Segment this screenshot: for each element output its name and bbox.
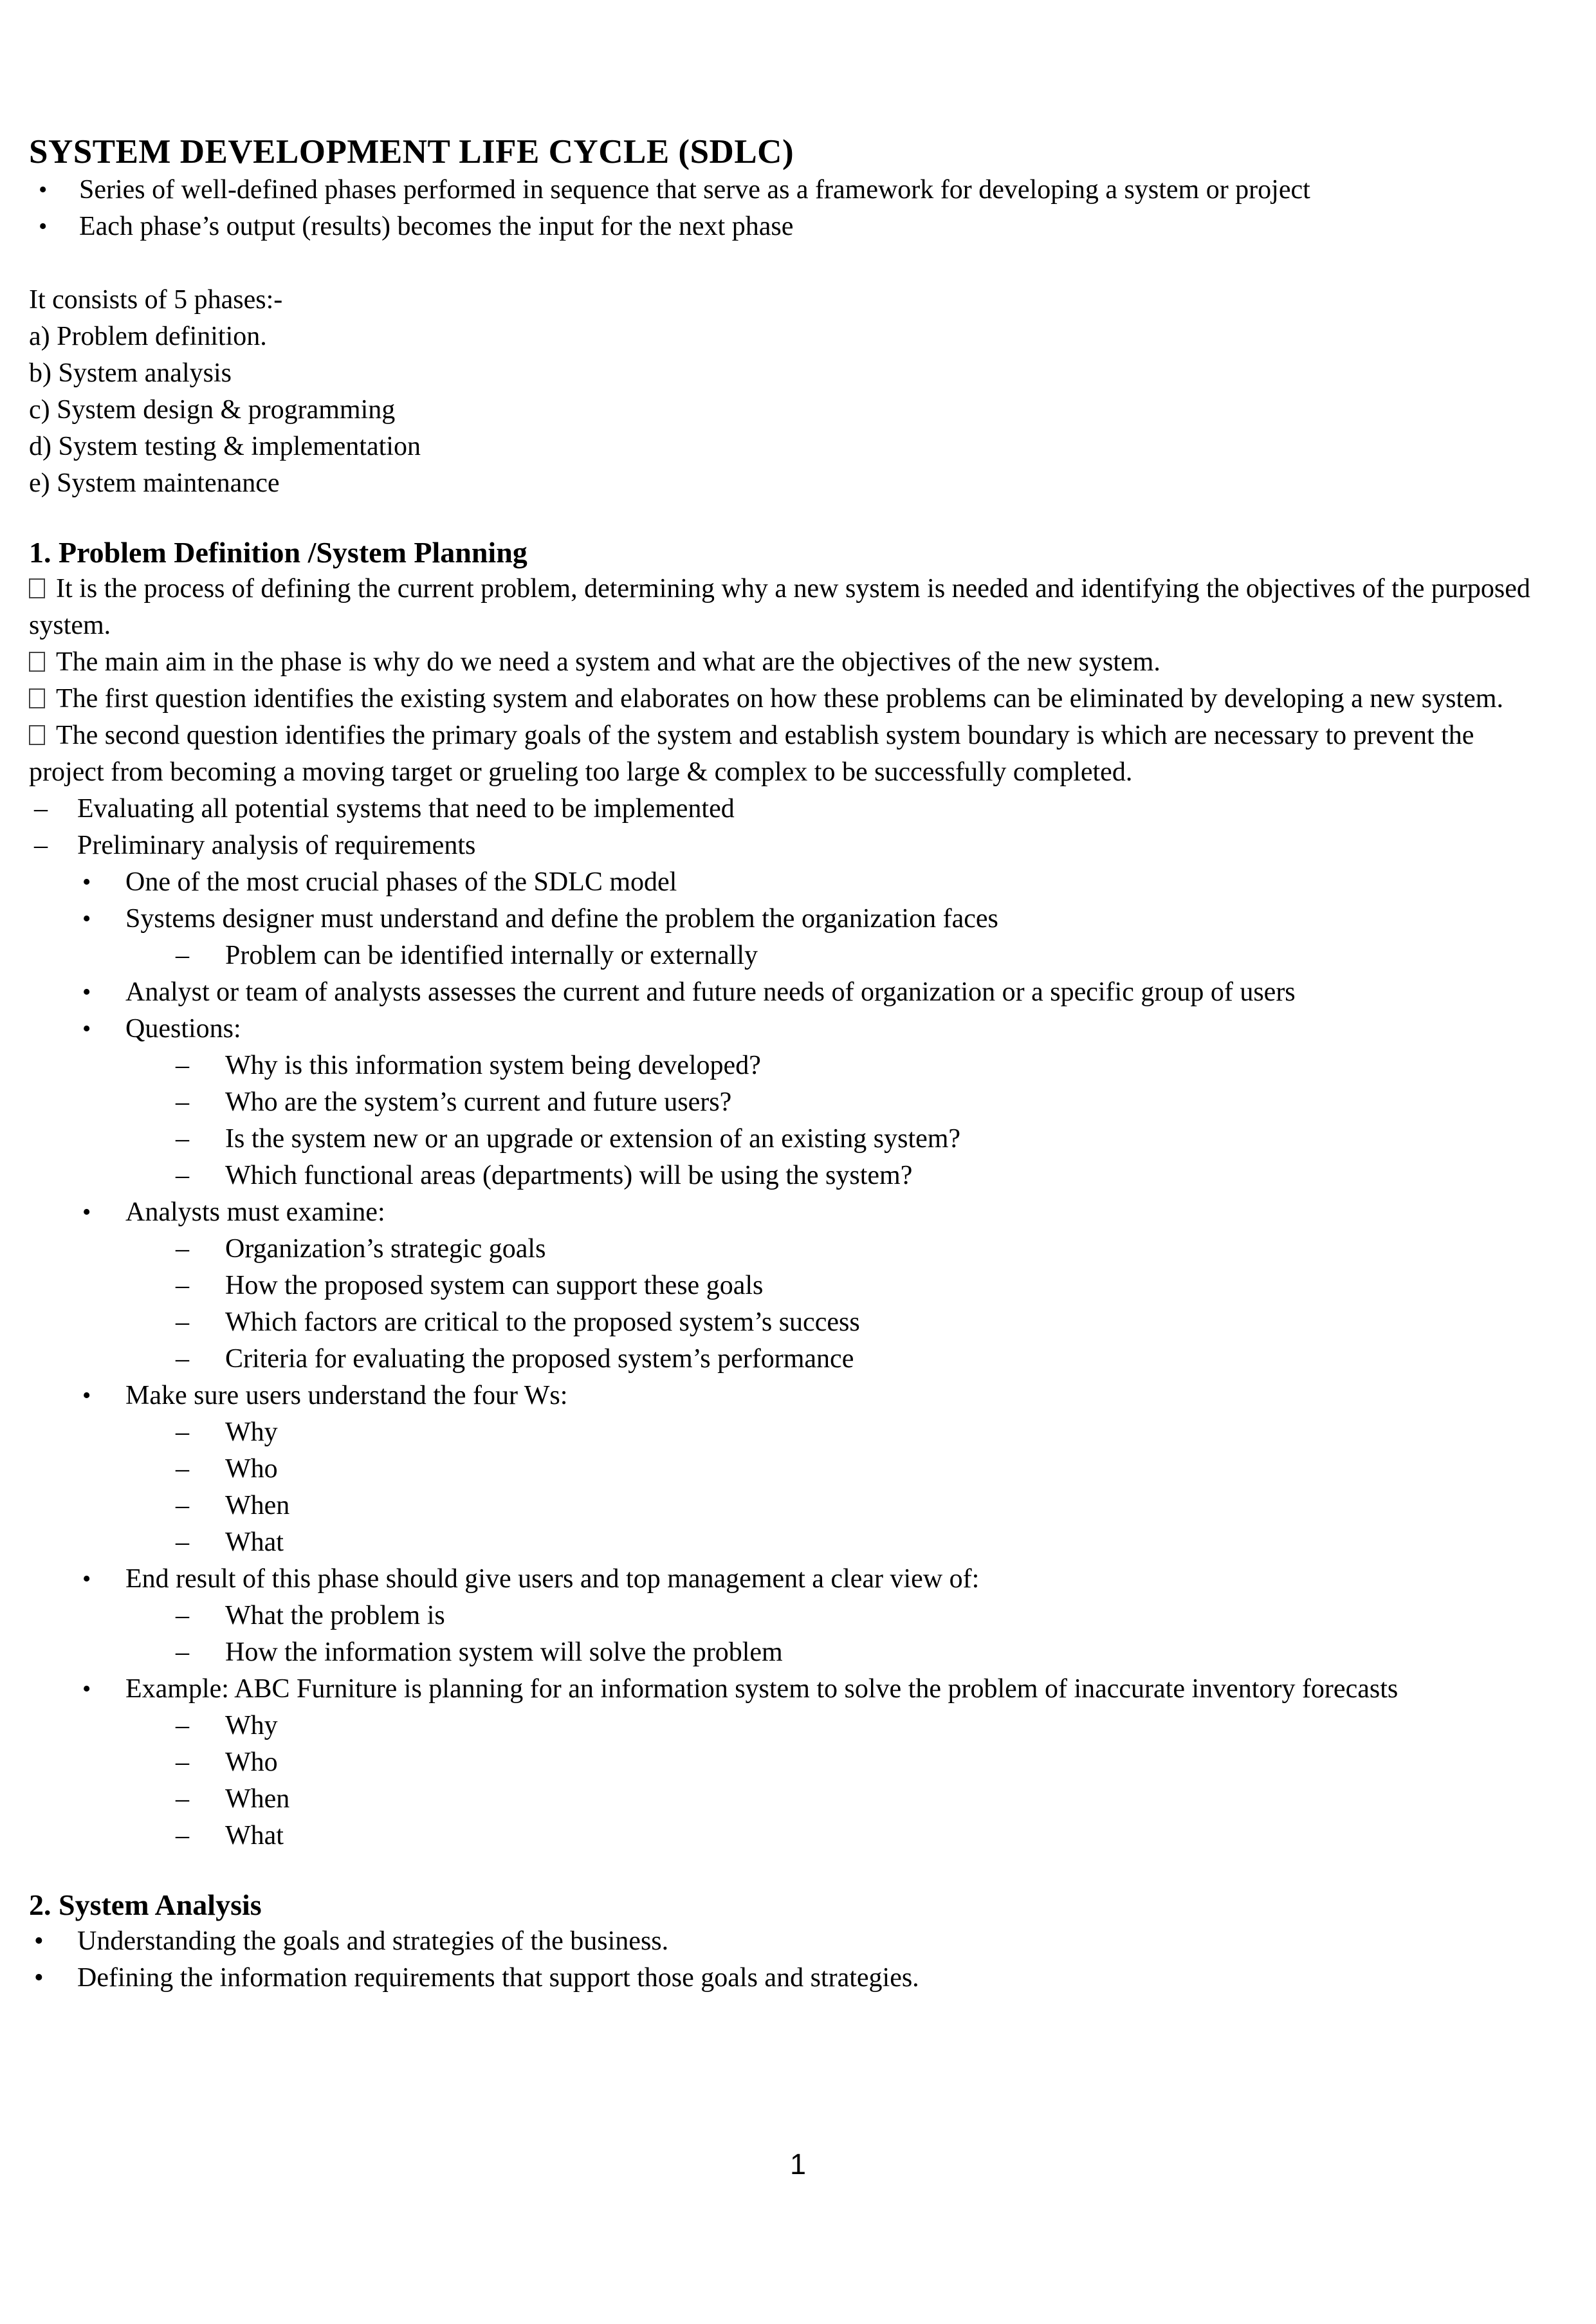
- dash-marker: –: [176, 1711, 189, 1740]
- list-item: [29, 1304, 1565, 1341]
- bullet-icon: •: [82, 1199, 91, 1226]
- list-item: [29, 1923, 1565, 1960]
- list-item-text: Who: [225, 1748, 278, 1777]
- list-item-text: Preliminary analysis of requirements: [77, 831, 476, 860]
- list-item: [29, 1598, 1565, 1634]
- checkbox-icon: [29, 652, 45, 672]
- list-item: [29, 1084, 1565, 1121]
- list-item-text: When: [225, 1784, 290, 1814]
- list-item-text: Defining the information requirements that support those goals and strategies.: [77, 1963, 919, 1993]
- list-item: [29, 1960, 1565, 1997]
- bullet-icon: •: [82, 1015, 91, 1042]
- document-title: SYSTEM DEVELOPMENT LIFE CYCLE (SDLC): [29, 133, 794, 171]
- list-item-text: What: [225, 1821, 284, 1850]
- paragraph-text: It is the process of defining the current problem, determining why a new system is needed and identifying the objectives of the purposed system.: [29, 574, 1530, 640]
- list-item: [29, 1634, 1565, 1671]
- list-item-text: Make sure users understand the four Ws:: [125, 1381, 568, 1410]
- list-item: [29, 864, 1565, 901]
- paragraph-text: The main aim in the phase is why do we need a system and what are the objectives of the new system.: [56, 647, 1160, 677]
- bullet-icon: •: [82, 1565, 91, 1592]
- dash-marker: –: [34, 794, 48, 824]
- dash-marker: –: [176, 1454, 189, 1484]
- list-item-text: When: [225, 1491, 290, 1520]
- list-item: [29, 355, 1565, 392]
- list-item-text: Why is this information system being developed?: [225, 1051, 761, 1080]
- list-item: [29, 827, 1565, 864]
- list-item-text: End result of this phase should give users and top management a clear view of:: [125, 1564, 980, 1594]
- bullet-icon: •: [34, 1963, 44, 1993]
- dash-marker: –: [176, 1821, 189, 1850]
- list-item-text: Understanding the goals and strategies of the business.: [77, 1926, 669, 1956]
- list-item-text: b) System analysis: [29, 358, 232, 388]
- dash-marker: –: [176, 1124, 189, 1154]
- section2-bullet-list: [29, 1923, 1565, 1997]
- dash-marker: –: [176, 1161, 189, 1190]
- list-item-text: a) Problem definition.: [29, 322, 267, 351]
- list-item: [29, 937, 1565, 974]
- list-item-text: Why: [225, 1711, 278, 1740]
- section2-heading: 2. System Analysis: [29, 1888, 262, 1921]
- list-item: [29, 208, 1565, 245]
- list-item-text: Series of well-defined phases performed in sequence that serve as a framework for developing a system or project: [79, 175, 1310, 205]
- list-item-text: What: [225, 1527, 284, 1557]
- dash-marker: –: [176, 1784, 189, 1814]
- list-item-text: Questions:: [125, 1014, 241, 1044]
- dash-marker: –: [34, 831, 48, 860]
- section1-heading: 1. Problem Definition /System Planning: [29, 536, 527, 569]
- list-item: [29, 1524, 1565, 1561]
- bullet-icon: •: [82, 869, 91, 896]
- bullet-icon: •: [39, 176, 48, 203]
- list-item: [29, 901, 1565, 937]
- list-item: [29, 1451, 1565, 1488]
- checkbox-paragraph: [29, 644, 1541, 681]
- paragraph-text: The second question identifies the primary goals of the system and establish system boundary is which are necessary to prevent the project from becoming a moving target or grueling too large & complex to be successfully completed.: [29, 721, 1474, 787]
- phases-intro-line: It consists of 5 phases:-: [29, 285, 283, 315]
- list-item-text: Systems designer must understand and define the problem the organization faces: [125, 904, 998, 934]
- dash-marker: –: [176, 1748, 189, 1777]
- checkbox-icon: [29, 578, 45, 598]
- dash-marker: –: [176, 1491, 189, 1520]
- list-item: [29, 1488, 1565, 1524]
- list-item: [29, 1268, 1565, 1304]
- list-item-text: Which factors are critical to the proposed system’s success: [225, 1307, 860, 1337]
- phase-list: [29, 318, 1565, 502]
- list-item-text: Why: [225, 1417, 278, 1447]
- list-item-text: Analysts must examine:: [125, 1197, 385, 1227]
- checkbox-paragraph-list: [29, 571, 1565, 791]
- checkbox-icon: [29, 725, 45, 745]
- list-item: [29, 1011, 1565, 1047]
- dash-marker: –: [176, 1344, 189, 1374]
- list-item-text: Example: ABC Furniture is planning for an information system to solve the problem of inaccurate inventory forecasts: [125, 1674, 1399, 1704]
- bullet-icon: •: [82, 905, 91, 932]
- dash-marker: –: [176, 1271, 189, 1300]
- list-item: [29, 1708, 1565, 1744]
- list-item-text: Evaluating all potential systems that need to be implemented: [77, 794, 735, 824]
- dash-marker: –: [176, 1234, 189, 1264]
- list-item: [29, 974, 1565, 1011]
- dash-marker: –: [176, 1637, 189, 1667]
- list-item-text: Is the system new or an upgrade or extension of an existing system?: [225, 1124, 961, 1154]
- checkbox-icon: [29, 688, 45, 708]
- list-item: [29, 465, 1565, 502]
- section1-bullet-list: [29, 791, 1565, 1854]
- list-item: [29, 1414, 1565, 1451]
- list-item: [29, 1378, 1565, 1414]
- list-item: [29, 1121, 1565, 1157]
- intro-bullet-list: [29, 172, 1565, 245]
- list-item: [29, 1671, 1565, 1708]
- dash-marker: –: [176, 1307, 189, 1337]
- list-item-text: d) System testing & implementation: [29, 432, 421, 461]
- list-item-text: c) System design & programming: [29, 395, 396, 425]
- dash-marker: –: [176, 1527, 189, 1557]
- list-item: [29, 1194, 1565, 1231]
- list-item: [29, 1157, 1565, 1194]
- list-item: [29, 1781, 1565, 1818]
- list-item: [29, 1231, 1565, 1268]
- list-item-text: Who are the system’s current and future users?: [225, 1087, 732, 1117]
- list-item-text: What the problem is: [225, 1601, 445, 1630]
- checkbox-paragraph: [29, 571, 1541, 644]
- list-item-text: How the information system will solve the problem: [225, 1637, 783, 1667]
- list-item-text: Which functional areas (departments) will be using the system?: [225, 1161, 913, 1190]
- dash-marker: –: [176, 941, 189, 970]
- list-item-text: Problem can be identified internally or externally: [225, 941, 758, 970]
- list-item: [29, 392, 1565, 429]
- bullet-icon: •: [39, 213, 48, 240]
- dash-marker: –: [176, 1051, 189, 1080]
- list-item: [29, 1047, 1565, 1084]
- list-item-text: Analyst or team of analysts assesses the current and future needs of organization or a specific group of users: [125, 977, 1296, 1007]
- list-item: [29, 172, 1565, 208]
- list-item: [29, 318, 1565, 355]
- list-item: [29, 429, 1565, 465]
- list-item: [29, 791, 1565, 827]
- list-item-text: Who: [225, 1454, 278, 1484]
- list-item-text: How the proposed system can support these goals: [225, 1271, 764, 1300]
- list-item-text: e) System maintenance: [29, 468, 280, 498]
- dash-marker: –: [176, 1087, 189, 1117]
- page-number: 1: [789, 2148, 807, 2181]
- checkbox-paragraph: [29, 717, 1541, 791]
- bullet-icon: •: [34, 1926, 44, 1956]
- paragraph-text: The first question identifies the existing system and elaborates on how these problems can be eliminated by developing a new system.: [56, 684, 1503, 714]
- list-item-text: Each phase’s output (results) becomes the input for the next phase: [79, 212, 794, 241]
- checkbox-paragraph: [29, 681, 1541, 717]
- list-item: [29, 1561, 1565, 1598]
- bullet-icon: •: [82, 979, 91, 1006]
- bullet-icon: •: [82, 1675, 91, 1702]
- list-item-text: One of the most crucial phases of the SDLC model: [125, 867, 677, 897]
- list-item-text: Criteria for evaluating the proposed system’s performance: [225, 1344, 854, 1374]
- list-item: [29, 1818, 1565, 1854]
- dash-marker: –: [176, 1601, 189, 1630]
- list-item: [29, 1341, 1565, 1378]
- dash-marker: –: [176, 1417, 189, 1447]
- list-item: [29, 1744, 1565, 1781]
- list-item-text: Organization’s strategic goals: [225, 1234, 546, 1264]
- bullet-icon: •: [82, 1382, 91, 1409]
